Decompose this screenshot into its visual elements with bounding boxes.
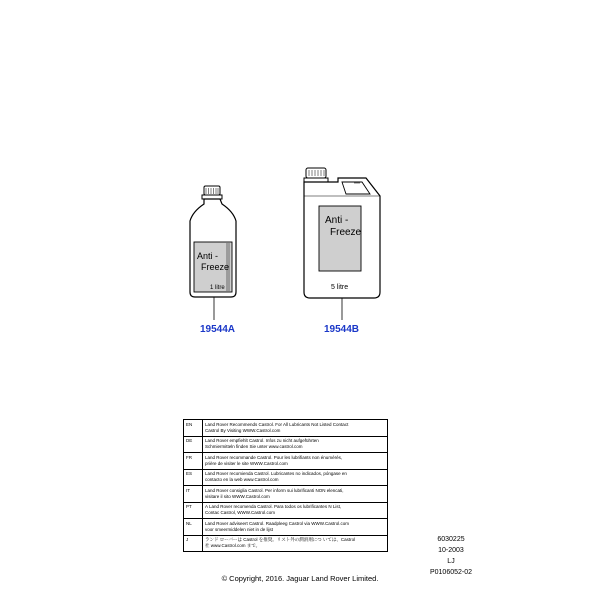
part-callout-19544a[interactable]: 19544A [200,324,236,335]
language-text-line2: Schmiermitteln finden Sie unter www.castrol.com [205,444,303,450]
label-antifreeze-line2: Freeze [330,227,362,238]
antifreeze-bottle-1-litre [190,186,236,320]
label-antifreeze-line1: Anti - [197,251,219,261]
reference-initials: LJ [447,558,455,565]
language-text-line2: Contac Castrol, WWW.Castrol.com [205,510,276,516]
table-row [184,436,388,453]
language-text-line1: Land Rover adviseert Castrol. Raadpleeg Castrol via WWW.Castrol.com [205,520,350,526]
table-row [184,469,388,486]
reference-number: 6030225 [437,536,465,543]
language-text-line1: Land Rover consiglia Castrol. Per inform sui lubrificanti NON elencati, [205,487,344,493]
antifreeze-canister-5-litre [304,168,380,320]
language-text [203,519,388,536]
language-text [203,486,388,503]
language-text-line1: Land Rover Recommends Castrol. For All Lubricants Not Listed Contact [205,421,349,427]
table-row [184,420,388,437]
copyright-notice: © Copyright, 2016. Jaguar Land Rover Limited. [221,574,379,583]
table-row [184,486,388,503]
language-text [203,420,388,437]
language-code: J [184,535,203,552]
language-code: IT [184,486,203,503]
label-antifreeze-line1: Anti - [325,215,349,226]
lubricant-notice-table [183,419,388,552]
language-code: NL [184,519,203,536]
language-code: ES [184,469,203,486]
label-antifreeze-line2: Freeze [201,262,230,272]
reference-info [420,534,482,578]
table-row [184,453,388,470]
language-text-line1: Land Rover empfiehlt Castrol. Infos zu nicht aufgeführten [205,438,319,443]
language-text [203,453,388,470]
bottle-cap [204,186,220,195]
language-code: EN [184,420,203,437]
language-text-line2: 社 www.Castrol.com まで。 [205,543,261,549]
table-row [184,535,388,552]
table-row [184,519,388,536]
language-text-line1: ランド ローバーは Castrol を推奨。リスト外の潤滑剤につ いては、Castrol [205,537,356,542]
language-text-line2: Castrol By Visiting WWW.Castrol.com [205,427,281,433]
language-text-line1: A Land Rover recomenda Castrol. Para todos os lubrificantes N List, [205,504,342,509]
canister-volume: 5 litre [331,284,349,291]
language-text [203,502,388,519]
language-text [203,535,388,552]
language-text-line2: contacto en la web www.Castrol.com [205,477,279,483]
language-code: DE [184,436,203,453]
language-text-line1: Land Rover recomienda Castrol. Lubricantes no indicados, póngase en [205,471,347,476]
label-volume: 1 litre [210,285,225,291]
table-row [184,502,388,519]
language-text [203,469,388,486]
language-text-line1: Land Rover recommande Castrol. Pour les lubrifiants non énumérés, [205,454,343,460]
language-code: FR [184,453,203,470]
language-code: PT [184,502,203,519]
language-text [203,436,388,453]
language-text-line2: visitare il sito WWW.Castrol.com [205,493,270,499]
part-callout-19544b[interactable]: 19544B [324,324,360,335]
reference-part-number: P0106052-02 [429,569,473,576]
reference-date: 10-2003 [438,547,464,554]
language-text-line2: voor smeermiddelen niet in de lijst [205,526,274,532]
language-text-line2: prière de visiter le site WWW.Castrol.com [205,460,288,466]
